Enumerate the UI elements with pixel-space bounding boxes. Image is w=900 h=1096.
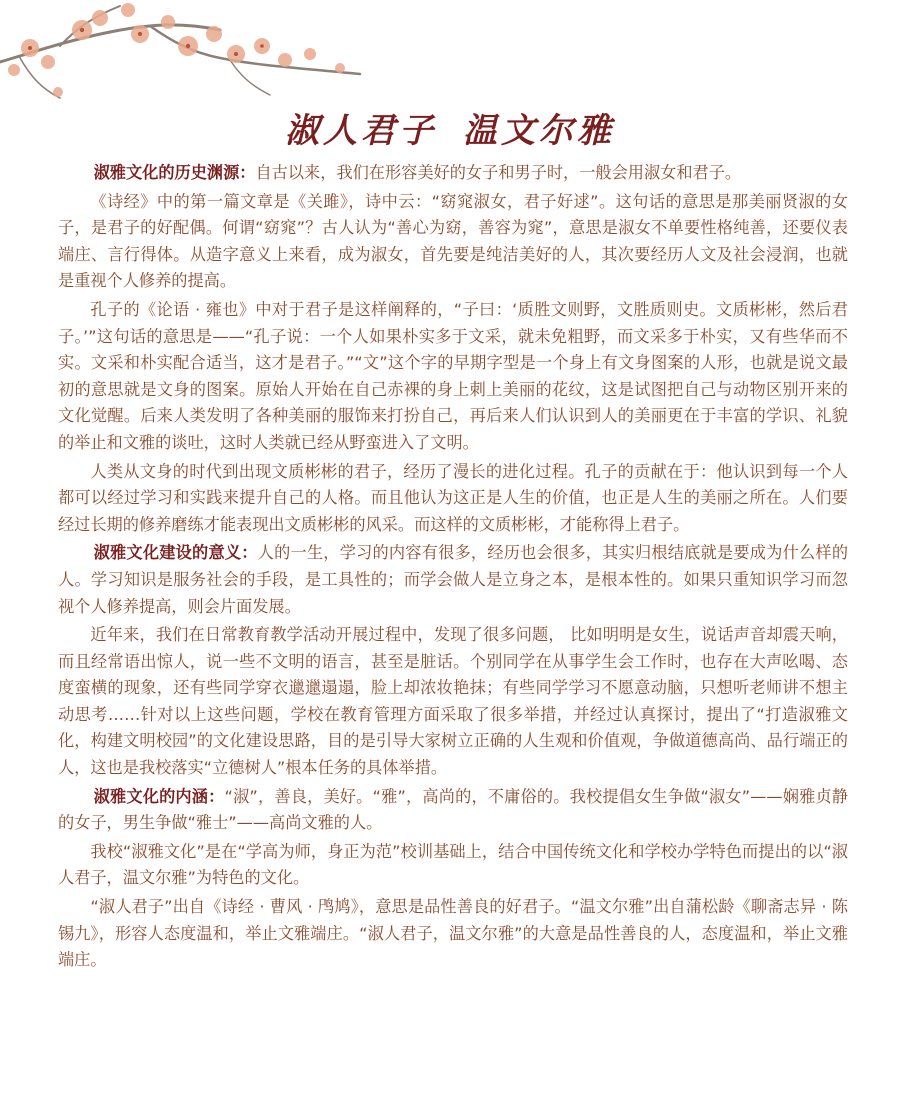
plum-blossom-decoration bbox=[0, 0, 380, 110]
paragraph bbox=[58, 160, 848, 187]
paragraph-text: 人的一生，学习的内容有很多，经历也会很多，其实归根结底就是要成为什么样的人。学习知识是服务社会的手段，是工具性的；而学会做人是立身之本，是根本性的。如果只重知识学习而忽视个人修养提高，则会片面发展。 bbox=[58, 543, 849, 616]
paragraph bbox=[58, 894, 848, 974]
section-heading: 淑雅文化的内涵： bbox=[93, 786, 225, 806]
paragraph bbox=[58, 784, 848, 837]
section-heading: 淑雅文化建设的意义： bbox=[93, 543, 258, 563]
section-heading: 淑雅文化的历史渊源： bbox=[93, 163, 256, 182]
paragraph bbox=[58, 622, 848, 782]
paragraph bbox=[58, 459, 848, 539]
paragraph-text: 人类从文身的时代到出现文质彬彬的君子，经历了漫长的进化过程。孔子的贡献在于：他认识到每一个人都可以经过学习和实践来提升自己的人格。而且他认为这正是人生的价值，也正是人生的美丽之所在。人们要经过长期的修养磨练才能表现出文质彬彬的风采。而这样的文质彬彬，才能称得上君子。 bbox=[58, 461, 848, 534]
paragraph-text: 我校“淑雅文化”是在“学高为师，身正为范”校训基础上，结合中国传统文化和学校办学特色而提出的以“淑人君子，温文尔雅”为特色的文化。 bbox=[58, 841, 848, 888]
paragraph-text: “淑”，善良，美好。“雅”，高尚的，不庸俗的。我校提倡女生争做“淑女”——娴雅贞静的女子，男生争做“雅士”——高尚文雅的人。 bbox=[58, 786, 848, 833]
paragraph-text: 近年来，我们在日常教育教学活动开展过程中，发现了很多问题， 比如明明是女生，说话声音却震天响，而且经常语出惊人，说一些不文明的语言，甚至是脏话。个别同学在从事学生会工作时，也存在大声吆喝、态度蛮横的现象，还有些同学穿衣邋邋遢遢，脸上却浓妆艳抹；有些同学学习不愿意动脑，只想听老师讲不想主动思考……针对以上这些问题，学校在教育管理方面采取了很多举措，并经过认真探讨，提出了“打造淑雅文化，构建文明校园”的文化建设思路，目的是引导大家树立正确的人生观和价值观，争做道德高尚、品行端正的人，这也是我校落实“立德树人”根本任务的具体举措。 bbox=[58, 625, 848, 778]
article-body bbox=[58, 160, 848, 976]
paragraph-text: “淑人君子”出自《诗经 · 曹风 · 鸤鸠》，意思是品性善良的好君子。“温文尔雅”出自蒲松龄《聊斋志异 · 陈锡九》，形容人态度温和，举止文雅端庄。“淑人君子，温文尔雅”的大意是品性善良的人，态度温和，举止文雅端庄。 bbox=[58, 897, 848, 970]
paragraph-text: 自古以来，我们在形容美好的女子和男子时，一般会用淑女和君子。 bbox=[255, 163, 742, 182]
paragraph-text: 孔子的《论语 · 雍也》中对于君子是这样阐释的，“子曰：‘质胜文则野，文胜质则史。文质彬彬，然后君子。’”这句话的意思是——“孔子说：一个人如果朴实多于文采，就未免粗野，而文采多于朴实，又有些华而不实。文采和朴实配合适当，这才是君子。”“文”这个字的早期字型是一个身上有文身图案的人形，也就是说文最初的意思就是文身的图案。原始人开始在自己赤裸的身上刺上美丽的花纹，这是试图把自己与动物区别开来的文化觉醒。后来人类发明了各种美丽的服饰来打扮自己，再后来人们认识到人的美丽更在于丰富的学识、礼貌的举止和文雅的谈吐，这时人类就已经从野蛮进入了文明。 bbox=[58, 299, 848, 452]
page-title bbox=[0, 103, 900, 152]
title-part2: 温文尔雅 bbox=[463, 111, 615, 151]
title-part1: 淑人君子 bbox=[285, 111, 437, 151]
paragraph bbox=[58, 540, 848, 620]
paragraph-text: 《诗经》中的第一篇文章是《关雎》，诗中云：“窈窕淑女，君子好逑”。这句话的意思是那美丽贤淑的女子，是君子的好配偶。何谓“窈窕”？古人认为“善心为窈，善容为窕”，意思是淑女不单要性格纯善，还要仪表端庄、言行得体。从造字意义上来看，成为淑女，首先要是纯洁美好的人，其次要经历人文及社会浸润，也就是重视个人修养的提高。 bbox=[58, 191, 848, 291]
paragraph bbox=[58, 189, 848, 295]
paragraph bbox=[58, 839, 848, 892]
paragraph bbox=[58, 297, 848, 457]
